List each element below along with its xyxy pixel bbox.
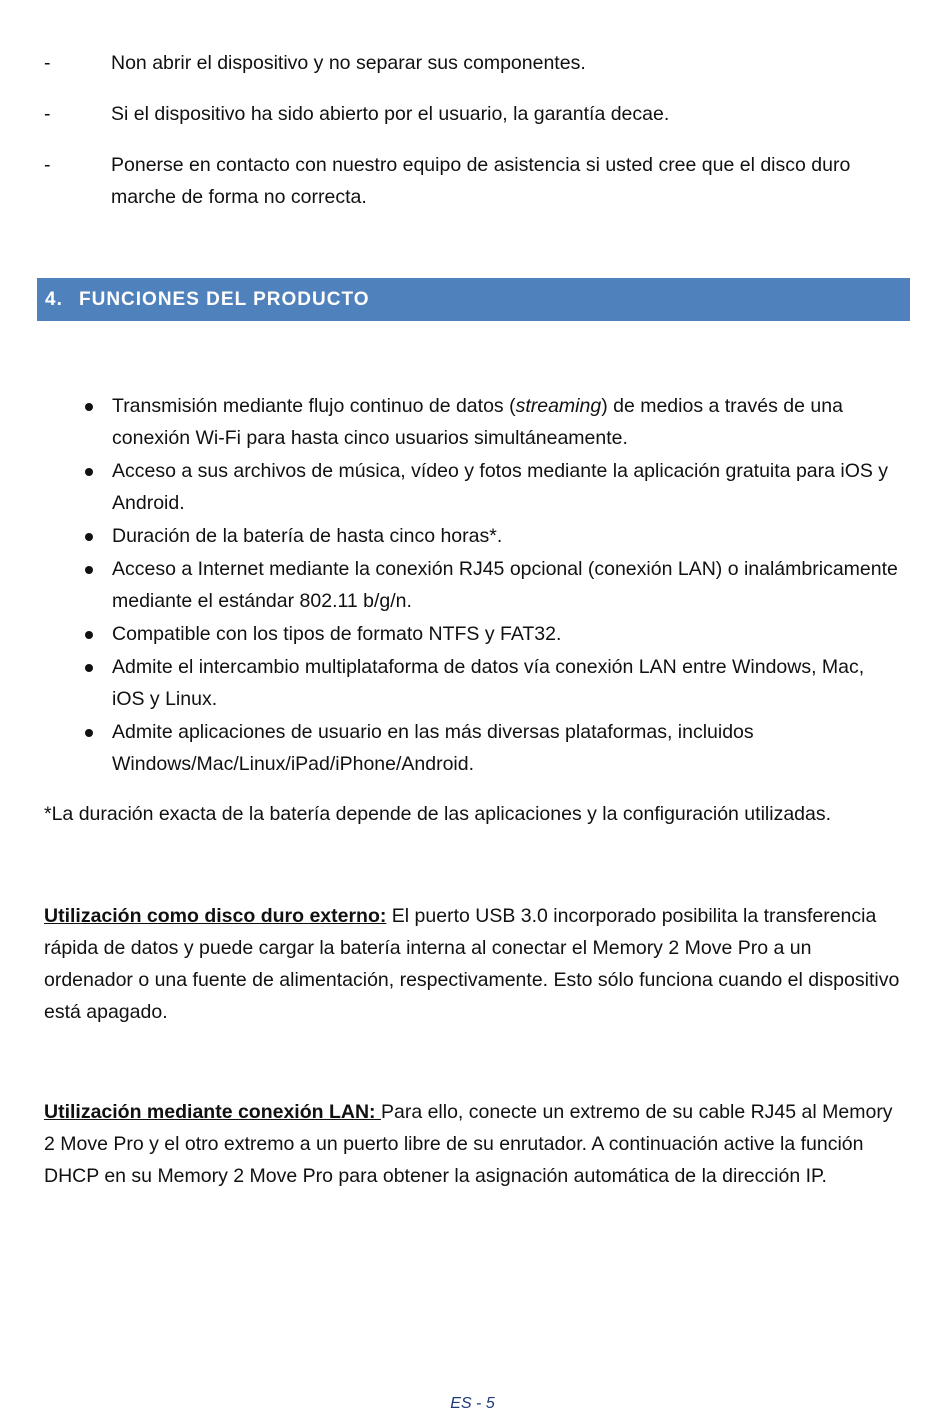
battery-footnote: *La duración exacta de la batería depende de las aplicaciones y la configuración utilizadas. [44,803,832,825]
list-item [0,520,902,552]
usb-text: El puerto USB 3.0 incorporado posibilita la transferencia rápida de datos y puede cargar la batería interna al conectar el Memory 2 Move Pro a un ordenador o una fuente de alimentación, respectivamente. Esto sólo funciona cuando el dispositivo está apagado. [44,905,900,1023]
dash-marker: - [44,154,51,176]
feature-text: Compatible con los tipos de formato NTFS y FAT32. [112,623,562,645]
feature-text-tail: ) de medios a través de una conexión Wi-Fi para hasta cinco usuarios simultáneamente. [112,395,843,449]
bullet-icon [85,631,93,639]
feature-emphasis: streaming [515,395,602,417]
bullet-icon [85,566,93,574]
list-item [0,390,902,454]
feature-text: Admite el intercambio multiplataforma de datos vía conexión LAN entre Windows, Mac, iOS y Linux. [112,656,865,710]
feature-text: Acceso a Internet mediante la conexión RJ45 opcional (conexión LAN) o inalámbricamente mediante el estándar 802.11 b/g/n. [112,558,898,612]
warning-text: Ponerse en contacto con nuestro equipo de asistencia si usted cree que el disco duro marche de forma no correcta. [111,154,851,208]
feature-text: Duración de la batería de hasta cinco horas*. [112,525,503,547]
dash-marker: - [44,103,51,125]
list-item [0,455,902,519]
section-heading [37,278,910,321]
usb-paragraph [44,900,904,1028]
list-item [0,716,902,780]
list-item [0,651,902,715]
warning-text: Non abrir el dispositivo y no separar sus componentes. [111,52,586,74]
bullet-icon [85,664,93,672]
feature-text: Transmisión mediante flujo continuo de datos ( [112,395,516,417]
bullet-icon [85,729,93,737]
warning-text: Si el dispositivo ha sido abierto por el usuario, la garantía decae. [111,103,670,125]
page-number: ES - 5 [450,1395,495,1412]
usb-label: Utilización como disco duro externo: [44,905,387,927]
section-number: 4. [45,289,63,310]
dash-marker: - [44,52,51,74]
feature-list [0,390,950,781]
lan-text: Para ello, conecte un extremo de su cable RJ45 al Memory 2 Move Pro y el otro extremo a un puerto libre de su enrutador. A continuación active la función DHCP en su Memory 2 Move Pro para obtener la asignación automática de la dirección IP. [44,1101,893,1187]
bullet-icon [85,403,93,411]
lan-paragraph [44,1096,904,1192]
bullet-icon [85,468,93,476]
feature-text: Acceso a sus archivos de música, vídeo y fotos mediante la aplicación gratuita para iOS y Android. [112,460,889,514]
lan-label: Utilización mediante conexión LAN: [44,1101,381,1123]
bullet-icon [85,533,93,541]
list-item [0,553,902,617]
section-title: FUNCIONES DEL PRODUCTO [79,289,370,310]
list-item [0,618,902,650]
feature-text: Admite aplicaciones de usuario en las más diversas plataformas, incluidos Windows/Mac/Linux/iPad/iPhone/Android. [112,721,754,775]
